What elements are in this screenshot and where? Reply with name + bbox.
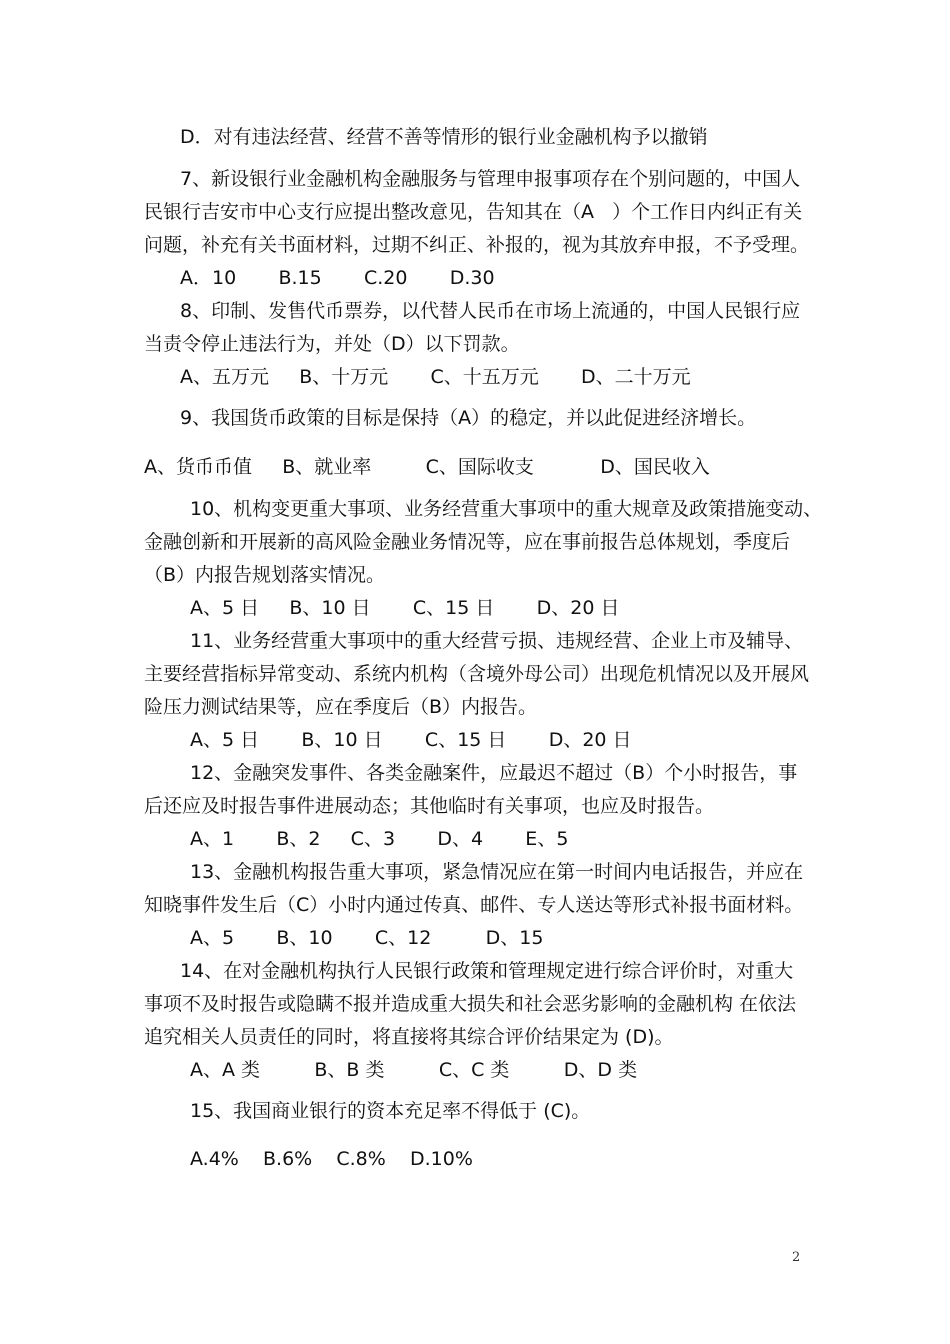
text-line: A、A 类 B、B 类 C、C 类 D、D 类 (190, 1059, 638, 1081)
text-line: A、5 日 B、10 日 C、15 日 D、20 日 (190, 597, 620, 619)
text-line: 14、在对金融机构执行人民银行政策和管理规定进行综合评价时，对重大 (180, 960, 794, 982)
text-line: A、五万元 B、十万元 C、十五万元 D、二十万元 (180, 366, 691, 388)
text-line: 11、业务经营重大事项中的重大经营亏损、违规经营、企业上市及辅导、 (190, 630, 804, 652)
text-line: （B）内报告规划落实情况。 (144, 564, 386, 586)
page-number: 2 (792, 1250, 801, 1265)
text-line: 民银行吉安市中心支行应提出整改意见，告知其在（A ）个工作日内纠正有关 (144, 201, 803, 223)
text-line: 9、我国货币政策的目标是保持（A）的稳定，并以此促进经济增长。 (180, 407, 757, 429)
text-line: 险压力测试结果等，应在季度后（B）内报告。 (144, 696, 538, 718)
text-line: 主要经营指标异常变动、系统内机构（含境外母公司）出现危机情况以及开展风 (144, 663, 810, 685)
text-line: A、货币币值 B、就业率 C、国际收支 D、国民收入 (144, 456, 710, 478)
text-line: 追究相关人员责任的同时，将直接将其综合评价结果定为 (D)。 (144, 1026, 674, 1048)
text-line: 13、金融机构报告重大事项，紧急情况应在第一时间内电话报告，并应在 (190, 861, 804, 883)
text-line: 12、金融突发事件、各类金融案件，应最迟不超过（B）个小时报告，事 (190, 762, 798, 784)
text-line: 金融创新和开展新的高风险金融业务情况等，应在事前报告总体规划，季度后 (144, 531, 791, 553)
text-line: A、5 日 B、10 日 C、15 日 D、20 日 (190, 729, 632, 751)
text-line: 当责令停止违法行为，并处（D）以下罚款。 (144, 333, 520, 355)
text-line: 7、新设银行业金融机构金融服务与管理申报事项存在个别问题的，中国人 (180, 168, 801, 190)
text-line: D．对有违法经营、经营不善等情形的银行业金融机构予以撤销 (180, 126, 708, 148)
text-line: 15、我国商业银行的资本充足率不得低于 (C)。 (190, 1100, 591, 1122)
text-line: 事项不及时报告或隐瞒不报并造成重大损失和社会恶劣影响的金融机构 在依法 (144, 993, 797, 1015)
text-line: A．10 B.15 C.20 D.30 (180, 267, 495, 289)
text-line: 问题，补充有关书面材料，过期不纠正、补报的，视为其放弃申报，不予受理。 (144, 234, 810, 256)
text-line: 知晓事件发生后（C）小时内通过传真、邮件、专人送达等形式补报书面材料。 (144, 894, 804, 916)
text-line: 后还应及时报告事件进展动态；其他临时有关事项，也应及时报告。 (144, 795, 715, 817)
text-line: 8、印制、发售代币票券，以代替人民币在市场上流通的，中国人民银行应 (180, 300, 801, 322)
text-line: A.4% B.6% C.8% D.10% (190, 1148, 473, 1170)
text-line: A、5 B、10 C、12 D、15 (190, 927, 544, 949)
text-line: 10、机构变更重大事项、业务经营重大事项中的重大规章及政策措施变动、 (190, 498, 823, 520)
text-line: A、1 B、2 C、3 D、4 E、5 (190, 828, 569, 850)
